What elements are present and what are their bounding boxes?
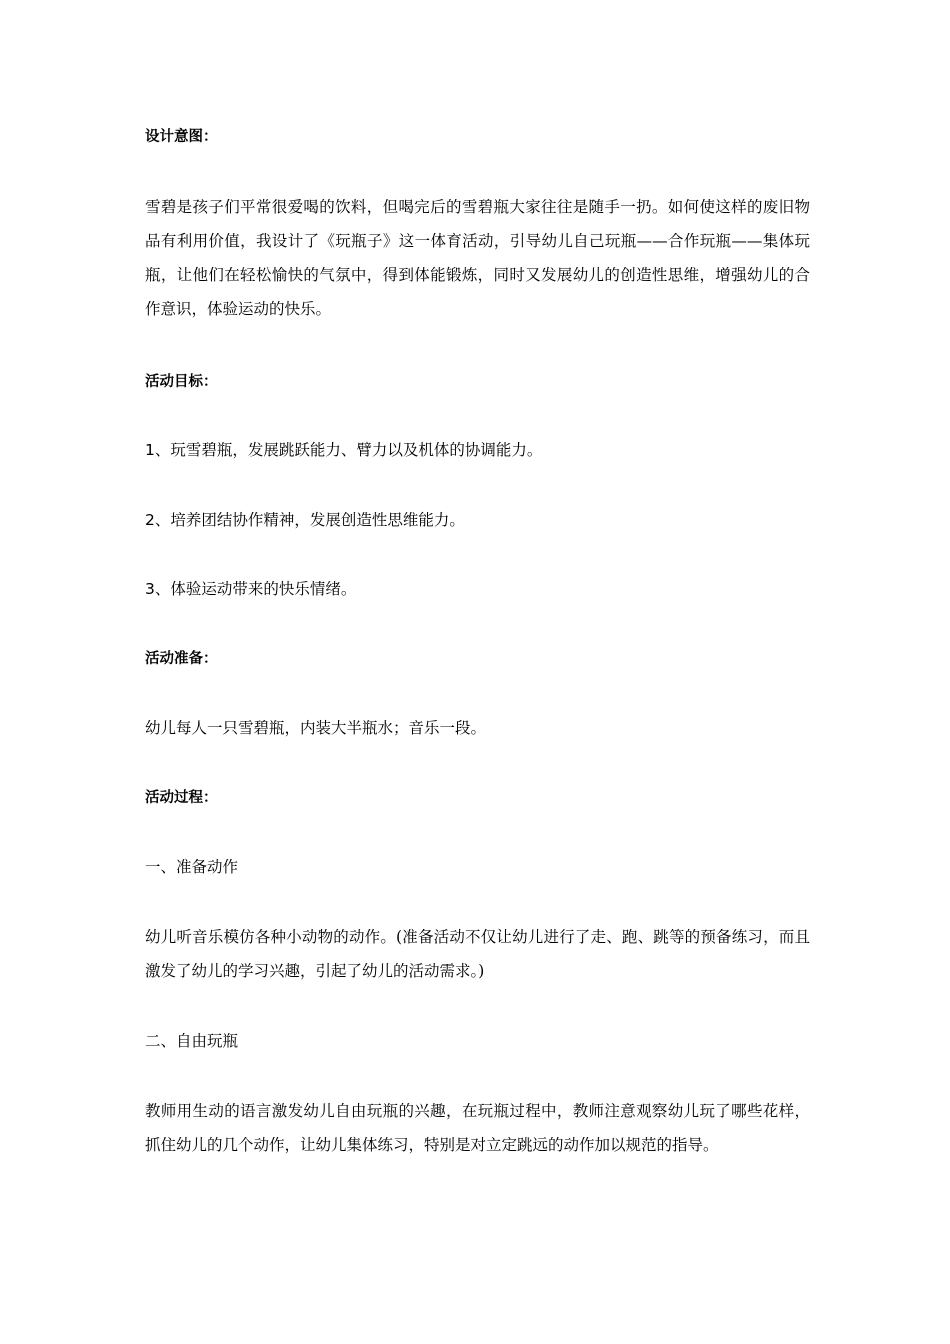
- goal-item-3: [145, 572, 810, 606]
- preparation-paragraph: 幼儿每人一只雪碧瓶，内装大半瓶水；音乐一段。: [145, 719, 487, 737]
- goal-item-3-text: 、体验运动带来的快乐情绪。: [154, 580, 357, 598]
- preparation-heading: 活动准备：: [145, 651, 218, 667]
- goal-item-1-number: 1: [145, 441, 155, 459]
- goal-item-2: [145, 503, 810, 537]
- process-step1-paragraph: 幼儿听音乐模仿各种小动物的动作。(准备活动不仅让幼儿进行了走、跑、跳等的预备练习，而且激发了幼儿的学习兴趣，引起了幼儿的活动需求。): [145, 928, 810, 980]
- goals-heading: 活动目标：: [145, 374, 218, 390]
- goal-item-1: [145, 433, 810, 467]
- goal-item-2-text: 、培养团结协作精神，发展创造性思维能力。: [154, 511, 465, 529]
- process-heading: 活动过程：: [145, 790, 218, 806]
- goal-item-1-text: 、玩雪碧瓶，发展跳跃能力、臂力以及机体的协调能力。: [154, 441, 543, 459]
- design-intent-paragraph: 雪碧是孩子们平常很爱喝的饮料，但喝完后的雪碧瓶大家往往是随手一扔。如何使这样的废旧物品有利用价值，我设计了《玩瓶子》这一体育活动，引导幼儿自己玩瓶——合作玩瓶——集体玩瓶，让他们在轻松愉快的气氛中，得到体能锻炼，同时又发展幼儿的创造性思维，增强幼儿的合作意识，体验运动的快乐。: [145, 198, 810, 318]
- design-intent-heading: 设计意图：: [145, 129, 218, 145]
- process-step2-title: 二、自由玩瓶: [145, 1032, 239, 1050]
- goal-item-3-number: 3: [145, 580, 155, 598]
- process-step1-title: 一、准备动作: [145, 858, 239, 876]
- process-step2-paragraph: 教师用生动的语言激发幼儿自由玩瓶的兴趣，在玩瓶过程中，教师注意观察幼儿玩了哪些花样，抓住幼儿的几个动作，让幼儿集体练习，特别是对立定跳远的动作加以规范的指导。: [145, 1102, 810, 1154]
- goal-item-2-number: 2: [145, 511, 155, 529]
